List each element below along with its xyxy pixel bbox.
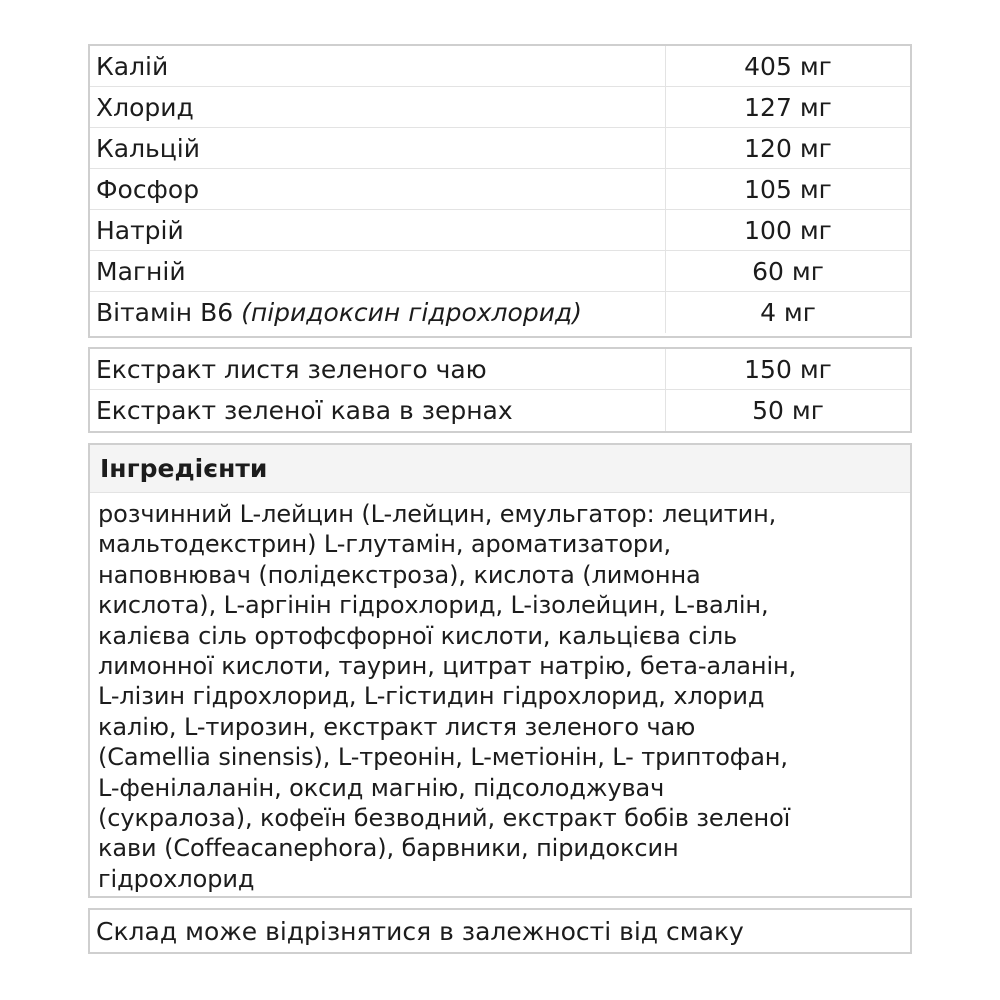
table-row [90,292,910,333]
ingredients-line: L-фенілаланін, оксид магнію, підсолоджувач [98,773,665,802]
nutrient-name: Хлорид [90,87,666,127]
table-row [90,210,910,251]
nutrient-name: Кальцій [90,128,666,168]
ingredients-line: мальтодекстрин) L-глутамін, ароматизатори, [98,530,672,559]
table-row [90,349,910,390]
nutrient-name: Фосфор [90,169,666,209]
nutrient-name-note: (піридоксин гідрохлорид) [241,298,582,327]
nutrient-name-cell [90,292,666,333]
nutrient-amount: 120 мг [744,134,832,163]
extract-amount: 50 мг [752,396,824,425]
ingredients-section [88,443,912,898]
ingredients-line: кави (Coffeacanephora), барвники, піридоксин [98,834,679,863]
table-row [90,128,910,169]
ingredients-line: (сукралоза), кофеїн безводний, екстракт бобів зеленої [98,804,791,833]
ingredients-heading: Інгредієнти [90,445,910,493]
note-box [88,908,912,954]
ingredients-line: калію, L-тирозин, екстракт листя зеленого чаю [98,712,696,741]
ingredients-line: L-лізин гідрохлорид, L-гістидин гідрохлорид, хлорид [98,682,765,711]
ingredients-line: гідрохлорид [98,864,255,893]
nutrient-name: Натрій [90,210,666,250]
nutrient-amount: 60 мг [752,257,824,286]
ingredients-line: розчинний L-лейцин (L-лейцин, емульгатор: лецитин, [98,500,777,528]
nutrient-amount: 100 мг [744,216,832,245]
table-row [90,390,910,431]
extracts-table [88,347,912,433]
extract-amount: 150 мг [744,355,832,384]
table-row [90,169,910,210]
ingredients-line: наповнювач (полідекстроза), кислота (лимонна [98,560,701,589]
flavor-note: Склад може відрізнятися в залежності від смаку [96,917,744,946]
table-row [90,46,910,87]
ingredients-line: кислота), L-аргінін гідрохлорид, L-ізолейцин, L-валін, [98,591,769,620]
extract-name: Екстракт листя зеленого чаю [90,349,666,389]
ingredients-text [90,493,910,894]
nutrient-name: Магній [90,251,666,291]
ingredients-line: лимонної кислоти, таурин, цитрат натрію, бета-аланін, [98,652,797,681]
minerals-table [88,44,912,338]
table-row [90,251,910,292]
nutrient-amount: 105 мг [744,175,832,204]
extract-name: Екстракт зеленої кава в зернах [90,390,666,431]
nutrient-amount: 4 мг [760,298,816,327]
nutrient-amount: 405 мг [744,52,832,81]
table-row [90,87,910,128]
ingredients-line: калієва сіль ортофсфорної кислоти, кальцієва сіль [98,621,738,650]
nutrient-amount: 127 мг [744,93,832,122]
ingredients-line: (Camellia sinensis), L-треонін, L-метіонін, L- триптофан, [98,743,788,772]
nutrient-name: Вітамін В6 [96,298,234,327]
nutrient-name: Калій [90,46,666,86]
